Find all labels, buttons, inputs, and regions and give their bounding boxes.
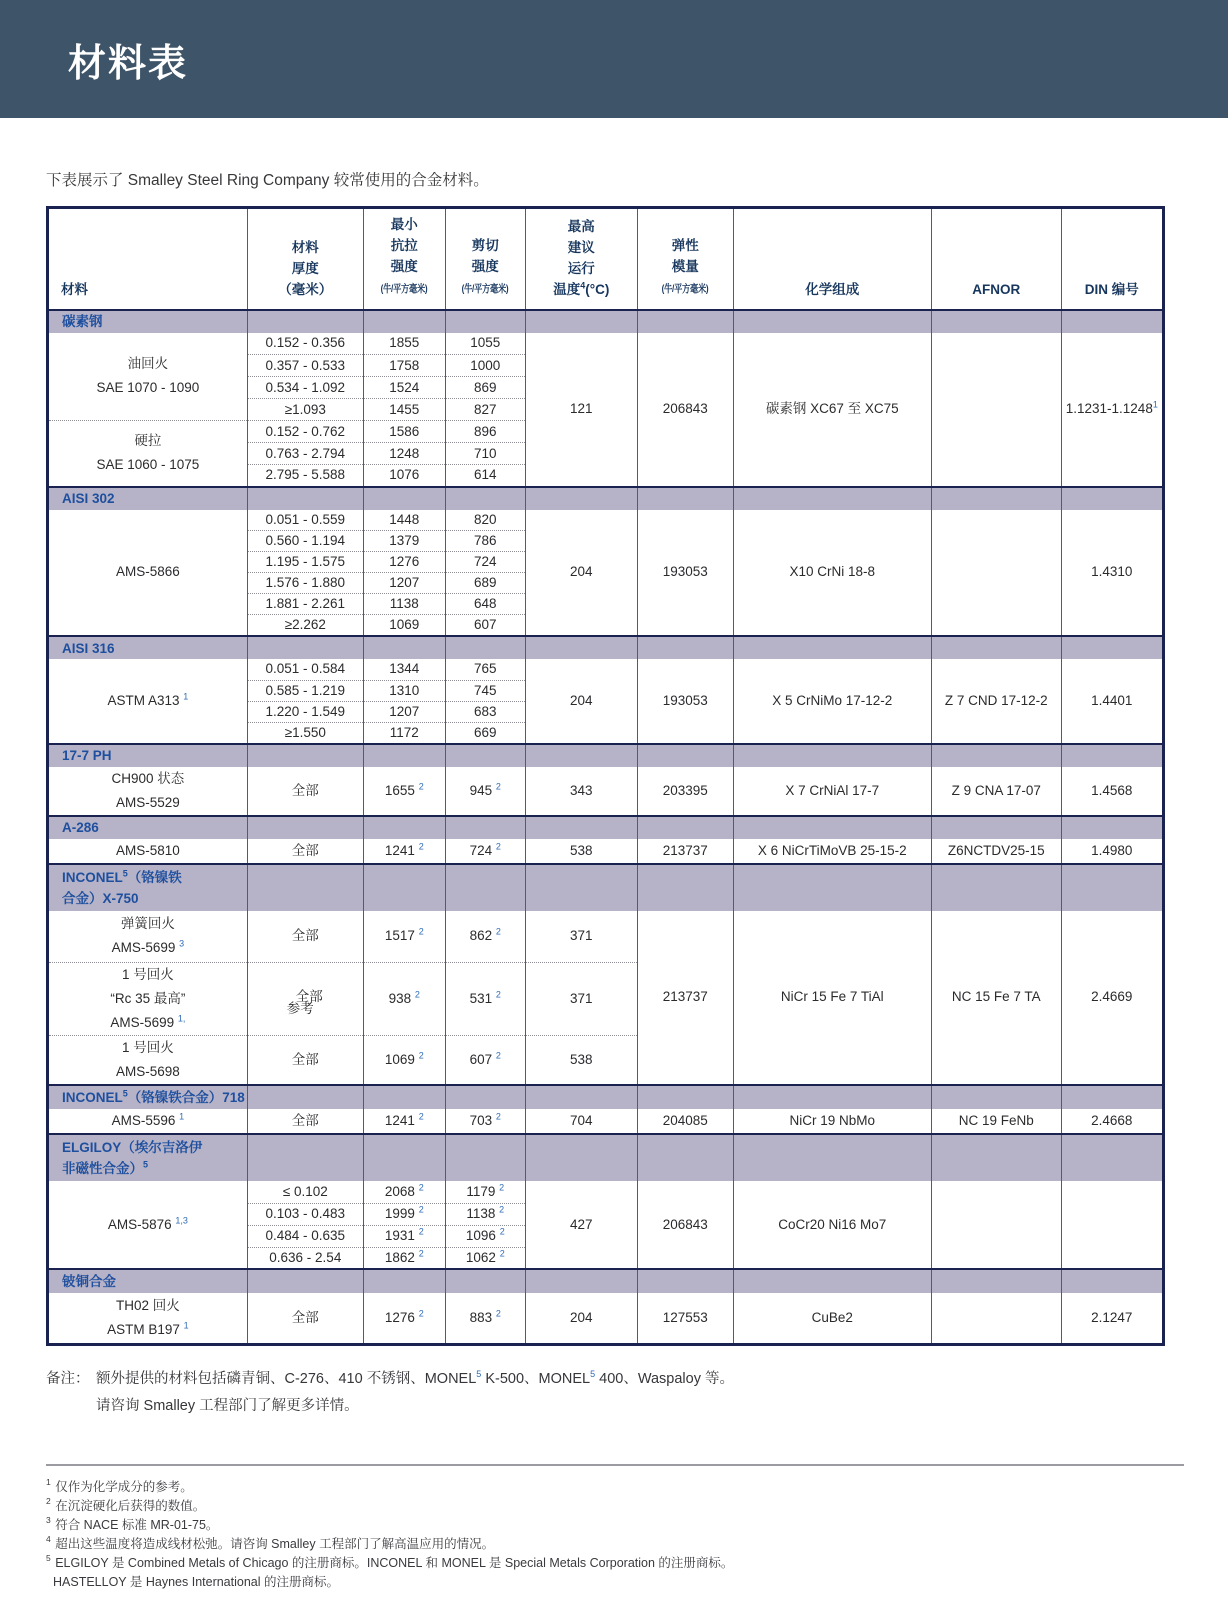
notes (46, 1366, 1228, 1420)
shear-strength-cell: 827 (445, 399, 525, 421)
col-header-chemical-composition: 化学组成 (733, 208, 931, 310)
din-number-cell: 2.4669 (1061, 911, 1163, 1086)
section-band-cell (931, 310, 1061, 333)
afnor-cell: Z 7 CND 17-12-2 (931, 659, 1061, 744)
material-cell: 油回火 SAE 1070 - 1090 (48, 333, 248, 421)
section-band-cell (247, 636, 363, 659)
section-band-cell (525, 744, 637, 767)
section-band-row (48, 310, 1164, 333)
min-tensile-strength-cell: 1241 $^2$ (363, 839, 445, 864)
section-band-cell (363, 1085, 445, 1109)
section-band-cell (733, 310, 931, 333)
footnote: $^3$ 符合 NACE 标准 MR-01-75。 (46, 1515, 219, 1532)
thickness-mm-cell: 0.103 - 0.483 (247, 1203, 363, 1225)
chemical-composition-cell: X 6 NiCrTiMoVB 25-15-2 (733, 839, 931, 864)
intro-text: 下表展示了 Smalley Steel Ring Company 较常使用的合金材料。 (46, 172, 489, 189)
section-band-cell (931, 744, 1061, 767)
shear-strength-cell: 1055 (445, 333, 525, 355)
shear-strength-cell: 648 (445, 594, 525, 615)
thickness-mm-cell: ≥1.550 (247, 722, 363, 744)
section-band-cell (247, 487, 363, 510)
shear-strength-cell: 883 $^2$ (445, 1293, 525, 1344)
material-cell: AMS-5810 (48, 839, 248, 864)
shear-strength-cell: 945 $^2$ (445, 767, 525, 816)
afnor-cell: NC 15 Fe 7 TA (931, 911, 1061, 1086)
section-band-cell (525, 1269, 637, 1293)
section-band-row (48, 816, 1164, 839)
max-operating-temp-cell: 704 (525, 1109, 637, 1134)
section-title: 铍铜合金 (48, 1269, 248, 1293)
col-header-shear-strength: 剪切 强度 (牛/平方毫米) (445, 208, 525, 310)
section-band-cell (445, 1134, 525, 1181)
page-banner (0, 0, 1228, 118)
material-cell: AMS-5876 $^{1,3}$ (48, 1181, 248, 1269)
section-title: A-286 (48, 816, 248, 839)
thickness-mm-cell: 0.560 - 1.194 (247, 531, 363, 552)
section-band-cell (525, 487, 637, 510)
min-tensile-strength-cell: 1069 $^2$ (363, 1036, 445, 1086)
table-row (48, 333, 1164, 355)
section-band-cell (1061, 1085, 1163, 1109)
chemical-composition-cell: X10 CrNi 18-8 (733, 510, 931, 637)
table-row (48, 767, 1164, 816)
shear-strength-cell: 765 (445, 659, 525, 680)
min-tensile-strength-cell: 1931 $^2$ (363, 1225, 445, 1247)
din-number-cell: 1.1231-1.1248$^1$ (1061, 333, 1163, 487)
material-cell: 硬拉 SAE 1060 - 1075 (48, 421, 248, 487)
thickness-mm-cell: 1.881 - 2.261 (247, 594, 363, 615)
min-tensile-strength-cell: 1241 $^2$ (363, 1109, 445, 1134)
min-tensile-strength-cell: 1310 (363, 680, 445, 701)
thickness-mm-cell: 全部 (247, 1109, 363, 1134)
thickness-mm-cell: 0.763 - 2.794 (247, 443, 363, 465)
table-row (48, 839, 1164, 864)
table-row (48, 1181, 1164, 1203)
section-band-cell (445, 487, 525, 510)
footnote: $^1$ 仅作为化学成分的参考。 (46, 1477, 193, 1494)
min-tensile-strength-cell: 1069 (363, 615, 445, 637)
chemical-composition-cell: NiCr 15 Fe 7 TiAl (733, 911, 931, 1086)
min-tensile-strength-cell: 1207 (363, 573, 445, 594)
min-tensile-strength-cell: 938 $^2$ (363, 963, 445, 1036)
section-band-cell (733, 487, 931, 510)
materials-table (46, 206, 1165, 1346)
section-band-cell (931, 1134, 1061, 1181)
shear-strength-cell: 869 (445, 377, 525, 399)
notes-label: 备注： (46, 1370, 90, 1387)
section-band-cell (363, 1134, 445, 1181)
thickness-mm-cell: 0.636 - 2.54 (247, 1247, 363, 1269)
col-header-min-tensile-strength: 最小 抗拉 强度 (牛/平方毫米) (363, 208, 445, 310)
section-band-cell (733, 1085, 931, 1109)
shear-strength-cell: 724 $^2$ (445, 839, 525, 864)
thickness-mm-cell: 0.534 - 1.092 (247, 377, 363, 399)
section-band-cell (363, 310, 445, 333)
din-number-cell: 2.1247 (1061, 1293, 1163, 1344)
section-band-cell (931, 487, 1061, 510)
section-band-cell (445, 744, 525, 767)
section-band-cell (363, 816, 445, 839)
thickness-mm-cell: 1.220 - 1.549 (247, 701, 363, 722)
thickness-mm-cell: ≤ 0.102 (247, 1181, 363, 1203)
elastic-modulus-cell: 203395 (637, 767, 733, 816)
chemical-composition-cell: CuBe2 (733, 1293, 931, 1344)
footnote: $^5$ ELGILOY 是 Combined Metals of Chicago 的注册商标。INCONEL 和 MONEL 是 Special Metals Corporation 的注册商标。 (46, 1553, 734, 1570)
min-tensile-strength-cell: 1517 $^2$ (363, 911, 445, 963)
footnote: $^2$ 在沉淀硬化后获得的数值。 (46, 1496, 206, 1513)
section-band-row (48, 1085, 1164, 1109)
min-tensile-strength-cell: 1999 $^2$ (363, 1203, 445, 1225)
min-tensile-strength-cell: 1276 (363, 552, 445, 573)
section-band-cell (525, 1134, 637, 1181)
table-header-row (48, 208, 1164, 310)
shear-strength-cell: 1179 $^2$ (445, 1181, 525, 1203)
min-tensile-strength-cell: 1379 (363, 531, 445, 552)
section-title: AISI 316 (48, 636, 248, 659)
chemical-composition-cell: X 7 CrNiAl 17-7 (733, 767, 931, 816)
material-cell: CH900 状态 AMS-5529 (48, 767, 248, 816)
table-row (48, 1109, 1164, 1134)
max-operating-temp-cell: 538 (525, 1036, 637, 1086)
section-band-row (48, 487, 1164, 510)
section-band-cell (1061, 487, 1163, 510)
afnor-cell: Z6NCTDV25-15 (931, 839, 1061, 864)
section-band-cell (247, 744, 363, 767)
material-cell: ASTM A313 $^1$ (48, 659, 248, 744)
section-band-cell (247, 816, 363, 839)
section-band-cell (637, 1134, 733, 1181)
section-band-cell (445, 636, 525, 659)
min-tensile-strength-cell: 1276 $^2$ (363, 1293, 445, 1344)
section-band-cell (247, 1269, 363, 1293)
chemical-composition-cell: NiCr 19 NbMo (733, 1109, 931, 1134)
section-band-row (48, 1134, 1164, 1181)
min-tensile-strength-cell: 1855 (363, 333, 445, 355)
thickness-mm-cell: 全部 (247, 1036, 363, 1086)
table-row (48, 510, 1164, 531)
min-tensile-strength-cell: 1207 (363, 701, 445, 722)
material-cell: 1 号回火 AMS-5698 (48, 1036, 248, 1086)
min-tensile-strength-cell: 1344 (363, 659, 445, 680)
thickness-mm-cell: 全部 (247, 911, 363, 963)
section-band-cell (525, 1085, 637, 1109)
section-band-cell (525, 864, 637, 911)
section-band-cell (733, 636, 931, 659)
max-operating-temp-cell: 204 (525, 659, 637, 744)
thickness-mm-cell: 全部 (247, 767, 363, 816)
section-band-cell (733, 1269, 931, 1293)
section-band-cell (1061, 1269, 1163, 1293)
section-band-cell (733, 1134, 931, 1181)
elastic-modulus-cell: 213737 (637, 839, 733, 864)
material-cell: TH02 回火 ASTM B197 $^1$ (48, 1293, 248, 1344)
max-operating-temp-cell: 371 (525, 911, 637, 963)
section-band-cell (363, 1269, 445, 1293)
thickness-mm-cell: 全部 参考 (247, 963, 363, 1036)
min-tensile-strength-cell: 1172 (363, 722, 445, 744)
thickness-mm-cell: 0.051 - 0.559 (247, 510, 363, 531)
din-number-cell: 1.4568 (1061, 767, 1163, 816)
col-header-din-number: DIN 编号 (1061, 208, 1163, 310)
thickness-mm-cell: ≥2.262 (247, 615, 363, 637)
min-tensile-strength-cell: 1076 (363, 465, 445, 487)
elastic-modulus-cell: 127553 (637, 1293, 733, 1344)
shear-strength-cell: 820 (445, 510, 525, 531)
shear-strength-cell: 683 (445, 701, 525, 722)
max-operating-temp-cell: 204 (525, 510, 637, 637)
section-band-cell (363, 487, 445, 510)
min-tensile-strength-cell: 1448 (363, 510, 445, 531)
section-title: 17-7 PH (48, 744, 248, 767)
col-header-thickness-mm: 材料 厚度 （毫米） (247, 208, 363, 310)
shear-strength-cell: 531 $^2$ (445, 963, 525, 1036)
section-band-cell (637, 636, 733, 659)
col-header-afnor: AFNOR (931, 208, 1061, 310)
thickness-mm-cell: 0.152 - 0.762 (247, 421, 363, 443)
section-band-cell (247, 1085, 363, 1109)
section-title: INCONEL$^5$（铬镍铁合金）718 (48, 1085, 248, 1109)
section-band-row (48, 1269, 1164, 1293)
section-band-cell (363, 636, 445, 659)
page-title: 材料表 (68, 43, 189, 85)
din-number-cell (1061, 1181, 1163, 1269)
material-cell: AMS-5866 (48, 510, 248, 637)
section-title: INCONEL$^5$（铬镍铁 合金）X-750 (48, 864, 248, 911)
max-operating-temp-cell: 427 (525, 1181, 637, 1269)
thickness-mm-cell: 0.152 - 0.356 (247, 333, 363, 355)
thickness-mm-cell: ≥1.093 (247, 399, 363, 421)
elastic-modulus-cell: 206843 (637, 333, 733, 487)
afnor-cell (931, 1181, 1061, 1269)
section-band-cell (1061, 636, 1163, 659)
section-band-cell (637, 487, 733, 510)
shear-strength-cell: 703 $^2$ (445, 1109, 525, 1134)
thickness-mm-cell: 0.051 - 0.584 (247, 659, 363, 680)
min-tensile-strength-cell: 1524 (363, 377, 445, 399)
shear-strength-cell: 710 (445, 443, 525, 465)
section-band-cell (445, 1085, 525, 1109)
section-band-cell (637, 744, 733, 767)
elastic-modulus-cell: 206843 (637, 1181, 733, 1269)
material-cell: AMS-5596 $^1$ (48, 1109, 248, 1134)
footnotes (46, 1478, 1228, 1592)
section-band-cell (445, 1269, 525, 1293)
min-tensile-strength-cell: 1655 $^2$ (363, 767, 445, 816)
shear-strength-cell: 1000 (445, 355, 525, 377)
section-title: ELGILOY（埃尔吉洛伊 非磁性合金）$^5$ (48, 1134, 248, 1181)
footnote: $^4$ 超出这些温度将造成线材松弛。请咨询 Smalley 工程部门了解高温应用的情况。 (46, 1534, 495, 1551)
min-tensile-strength-cell: 1248 (363, 443, 445, 465)
material-cell: 1 号回火 “Rc 35 最高” AMS-5699 $^{1,}$ (48, 963, 248, 1036)
shear-strength-cell: 607 $^2$ (445, 1036, 525, 1086)
section-band-row (48, 864, 1164, 911)
footnote-divider (46, 1464, 1184, 1466)
thickness-mm-cell: 0.357 - 0.533 (247, 355, 363, 377)
section-band-cell (637, 310, 733, 333)
section-band-cell (733, 816, 931, 839)
afnor-cell (931, 1293, 1061, 1344)
section-band-cell (525, 636, 637, 659)
shear-strength-cell: 1138 $^2$ (445, 1203, 525, 1225)
section-band-cell (931, 816, 1061, 839)
shear-strength-cell: 862 $^2$ (445, 911, 525, 963)
section-band-cell (637, 1269, 733, 1293)
section-band-cell (931, 636, 1061, 659)
section-band-cell (637, 816, 733, 839)
section-band-cell (1061, 864, 1163, 911)
thickness-mm-cell: 1.576 - 1.880 (247, 573, 363, 594)
shear-strength-cell: 745 (445, 680, 525, 701)
section-band-row (48, 744, 1164, 767)
din-number-cell: 1.4401 (1061, 659, 1163, 744)
table-row (48, 1293, 1164, 1344)
section-title: AISI 302 (48, 487, 248, 510)
max-operating-temp-cell: 538 (525, 839, 637, 864)
min-tensile-strength-cell: 2068 $^2$ (363, 1181, 445, 1203)
max-operating-temp-cell: 371 (525, 963, 637, 1036)
section-band-cell (733, 744, 931, 767)
section-band-cell (247, 864, 363, 911)
max-operating-temp-cell: 204 (525, 1293, 637, 1344)
note-line: 额外提供的材料包括磷青铜、C-276、410 不锈钢、MONEL$^5$ K-500、MONEL$^5$ 400、Waspaloy 等。 (96, 1368, 734, 1387)
col-header-material: 材料 (48, 208, 248, 310)
col-header-elastic-modulus: 弹性 模量 (牛/平方毫米) (637, 208, 733, 310)
section-band-cell (525, 816, 637, 839)
min-tensile-strength-cell: 1138 (363, 594, 445, 615)
afnor-cell: NC 19 FeNb (931, 1109, 1061, 1134)
footnote: HASTELLOY 是 Haynes International 的注册商标。 (53, 1574, 339, 1589)
section-band-cell (637, 1085, 733, 1109)
max-operating-temp-cell: 343 (525, 767, 637, 816)
material-cell: 弹簧回火 AMS-5699 $^3$ (48, 911, 248, 963)
section-band-cell (1061, 310, 1163, 333)
section-band-cell (931, 864, 1061, 911)
chemical-composition-cell: CoCr20 Ni16 Mo7 (733, 1181, 931, 1269)
elastic-modulus-cell: 213737 (637, 911, 733, 1086)
section-band-cell (445, 816, 525, 839)
section-band-cell (931, 1085, 1061, 1109)
shear-strength-cell: 669 (445, 722, 525, 744)
din-number-cell: 1.4310 (1061, 510, 1163, 637)
elastic-modulus-cell: 193053 (637, 510, 733, 637)
chemical-composition-cell: X 5 CrNiMo 17-12-2 (733, 659, 931, 744)
chemical-composition-cell: 碳素钢 XC67 至 XC75 (733, 333, 931, 487)
shear-strength-cell: 607 (445, 615, 525, 637)
thickness-mm-cell: 2.795 - 5.588 (247, 465, 363, 487)
section-band-cell (247, 1134, 363, 1181)
section-band-cell (363, 864, 445, 911)
min-tensile-strength-cell: 1455 (363, 399, 445, 421)
table-row (48, 911, 1164, 963)
elastic-modulus-cell: 193053 (637, 659, 733, 744)
section-band-cell (733, 864, 931, 911)
max-operating-temp-cell: 121 (525, 333, 637, 487)
section-band-cell (1061, 744, 1163, 767)
section-title: 碳素钢 (48, 310, 248, 333)
notes-lines (96, 1366, 734, 1420)
thickness-mm-cell: 1.195 - 1.575 (247, 552, 363, 573)
afnor-cell (931, 333, 1061, 487)
afnor-cell: Z 9 CNA 17-07 (931, 767, 1061, 816)
note-line: 请咨询 Smalley 工程部门了解更多详情。 (96, 1397, 359, 1414)
shear-strength-cell: 689 (445, 573, 525, 594)
min-tensile-strength-cell: 1586 (363, 421, 445, 443)
shear-strength-cell: 724 (445, 552, 525, 573)
table-row (48, 659, 1164, 680)
shear-strength-cell: 1062 $^2$ (445, 1247, 525, 1269)
shear-strength-cell: 896 (445, 421, 525, 443)
section-band-cell (525, 310, 637, 333)
elastic-modulus-cell: 204085 (637, 1109, 733, 1134)
section-band-cell (247, 310, 363, 333)
min-tensile-strength-cell: 1862 $^2$ (363, 1247, 445, 1269)
col-header-max-operating-temp: 最高 建议 运行 温度$^4$(°C) (525, 208, 637, 310)
section-band-cell (931, 1269, 1061, 1293)
shear-strength-cell: 786 (445, 531, 525, 552)
min-tensile-strength-cell: 1758 (363, 355, 445, 377)
din-number-cell: 1.4980 (1061, 839, 1163, 864)
section-band-cell (445, 864, 525, 911)
section-band-cell (445, 310, 525, 333)
thickness-mm-cell: 全部 (247, 839, 363, 864)
thickness-mm-cell: 0.484 - 0.635 (247, 1225, 363, 1247)
section-band-cell (363, 744, 445, 767)
section-band-cell (1061, 816, 1163, 839)
section-band-cell (637, 864, 733, 911)
section-band-cell (1061, 1134, 1163, 1181)
shear-strength-cell: 1096 $^2$ (445, 1225, 525, 1247)
thickness-mm-cell: 全部 (247, 1293, 363, 1344)
section-band-row (48, 636, 1164, 659)
thickness-mm-cell: 0.585 - 1.219 (247, 680, 363, 701)
din-number-cell: 2.4668 (1061, 1109, 1163, 1134)
afnor-cell (931, 510, 1061, 637)
shear-strength-cell: 614 (445, 465, 525, 487)
